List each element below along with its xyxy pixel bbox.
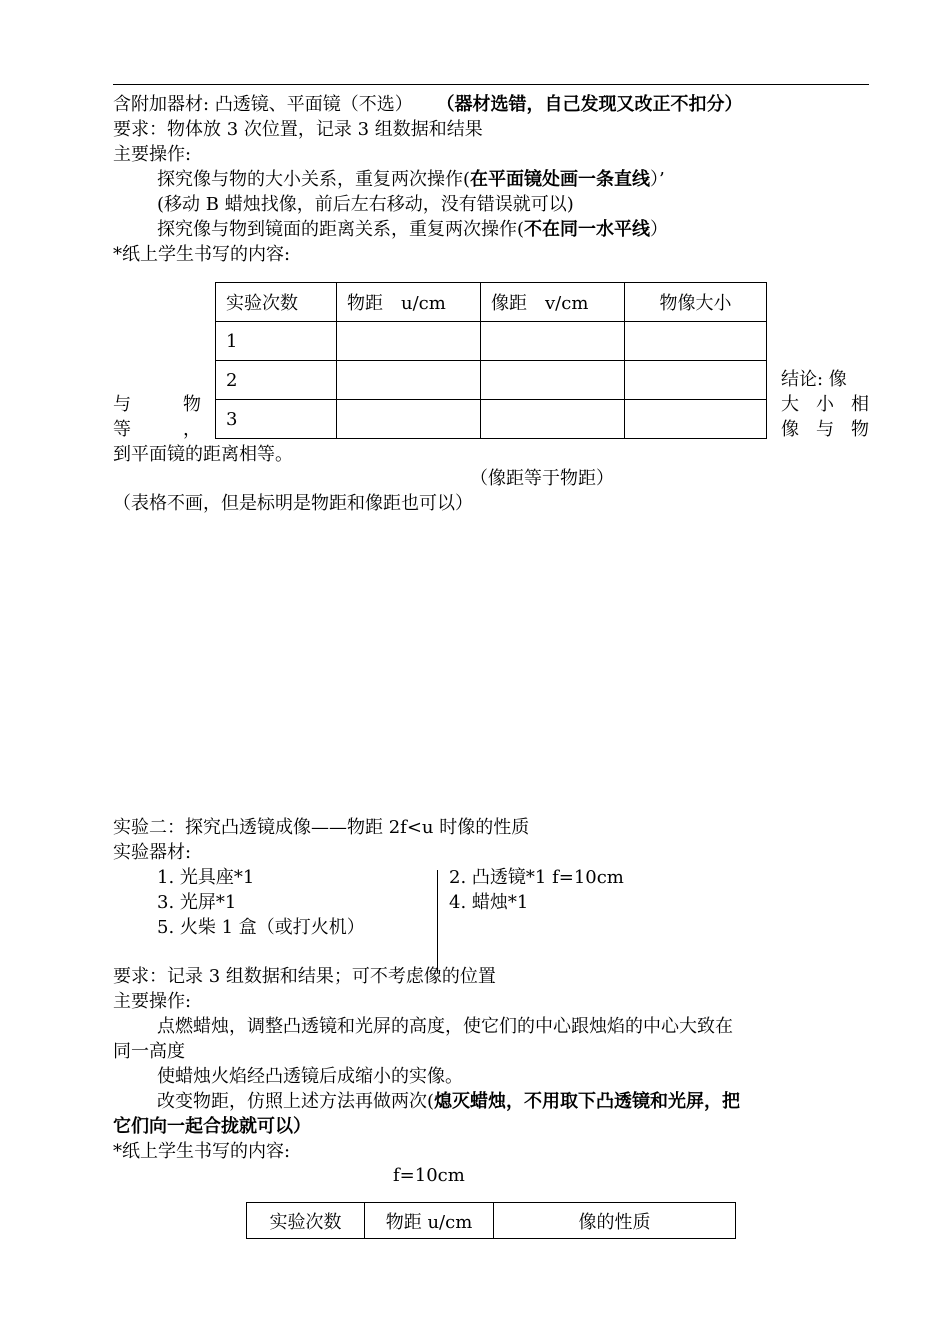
th2-image-nature: 像的性质 xyxy=(494,1203,736,1239)
top-rule xyxy=(113,84,869,85)
table-header-row xyxy=(216,283,767,322)
op3-text: 探究像与物到镜面的距离关系，重复两次操作( xyxy=(157,219,525,240)
ops-label: 主要操作: xyxy=(113,144,192,165)
th-trial: 实验次数 xyxy=(216,283,337,322)
exp2-item-1: 1. 光具座*1 xyxy=(157,867,255,888)
exp2-op2: 使蜡烛火焰经凸透镜后成缩小的实像。 xyxy=(157,1066,463,1087)
exp2-paper-label: *纸上学生书写的内容: xyxy=(113,1141,291,1162)
op1-text: 探究像与物的大小关系，重复两次操作( xyxy=(157,169,471,190)
data-table-2 xyxy=(246,1202,736,1239)
exp2-op1-line1: 点燃蜡烛，调整凸透镜和光屏的高度，使它们的中心跟烛焰的中心大致在 xyxy=(157,1016,733,1037)
equipment-note: （器材选错，自己发现又改正不扣分） xyxy=(436,94,743,115)
note-image-distance: （像距等于物距） xyxy=(470,468,614,489)
exp2-op1-line2: 同一高度 xyxy=(113,1041,185,1062)
exp2-item-5: 5. 火柴 1 盒（或打火机） xyxy=(157,917,365,938)
exp2-op3-end: ） xyxy=(293,1116,311,1137)
exp2-item-4: 4. 蜡烛*1 xyxy=(449,892,529,913)
conclusion-right-2: 大 小 相 xyxy=(781,394,869,415)
op2: (移动 B 蜡烛找像，前后左右移动，没有错误就可以) xyxy=(157,194,574,215)
op1-bold: 在平面镜处画一条直线 xyxy=(470,169,651,190)
table-row xyxy=(216,400,767,439)
equipment-label: 含附加器材: xyxy=(113,94,210,115)
exp2-title: 实验二：探究凸透镜成像——物距 2f<u 时像的性质 xyxy=(113,817,530,838)
op3-bold: 不在同一水平线 xyxy=(524,219,651,240)
th-size: 物像大小 xyxy=(625,283,767,322)
data-table-1 xyxy=(215,282,767,439)
conclusion-left-2: 等 ， xyxy=(113,419,201,440)
table2-header-row xyxy=(247,1203,736,1239)
table-row xyxy=(216,322,767,361)
conclusion-right-1: 结论: 像 xyxy=(781,369,847,390)
divider-line xyxy=(437,870,438,973)
exp2-focal: f=10cm xyxy=(393,1165,465,1186)
cell-trial: 3 xyxy=(216,400,337,439)
th2-trial: 实验次数 xyxy=(247,1203,365,1239)
equipment-items: 凸透镜、平面镜（不选） xyxy=(214,94,413,115)
cell-trial: 1 xyxy=(216,322,337,361)
exp2-op3-cont xyxy=(113,1115,311,1139)
exp2-ops-label: 主要操作: xyxy=(113,991,192,1012)
op1-end: ）’ xyxy=(650,169,665,190)
exp2-op3-bold-1: 熄灭蜡烛，不用取下凸透镜和光屏，把 xyxy=(434,1091,741,1112)
th-object-distance: 物距 u/cm xyxy=(337,283,481,322)
conclusion-left-1: 与 物 xyxy=(113,394,201,415)
table-row xyxy=(216,361,767,400)
paper-label: *纸上学生书写的内容: xyxy=(113,244,291,265)
note-table-optional: （表格不画，但是标明是物距和像距也可以） xyxy=(113,493,473,514)
exp2-item-2: 2. 凸透镜*1 f=10cm xyxy=(449,867,624,888)
conclusion-cont: 到平面镜的距离相等。 xyxy=(113,444,293,465)
exp2-requirement: 要求：记录 3 组数据和结果；可不考虑像的位置 xyxy=(113,966,496,987)
exp2-item-3: 3. 光屏*1 xyxy=(157,892,237,913)
exp2-op3-text: 改变物距，仿照上述方法再做两次( xyxy=(157,1091,435,1112)
exp2-equipment-label: 实验器材: xyxy=(113,842,192,863)
op1 xyxy=(157,168,665,192)
th-image-distance: 像距 v/cm xyxy=(481,283,625,322)
th2-object-distance: 物距 u/cm xyxy=(365,1203,494,1239)
equipment-line xyxy=(113,93,743,117)
op3-end: ） xyxy=(650,219,669,240)
requirement: 要求：物体放 3 次位置，记录 3 组数据和结果 xyxy=(113,119,483,140)
conclusion-right-3: 像 与 物 xyxy=(781,419,869,440)
exp2-op3 xyxy=(157,1090,740,1114)
cell-trial: 2 xyxy=(216,361,337,400)
exp2-op3-bold-2: 它们向一起合拢就可以 xyxy=(113,1116,293,1137)
op3 xyxy=(157,218,668,242)
